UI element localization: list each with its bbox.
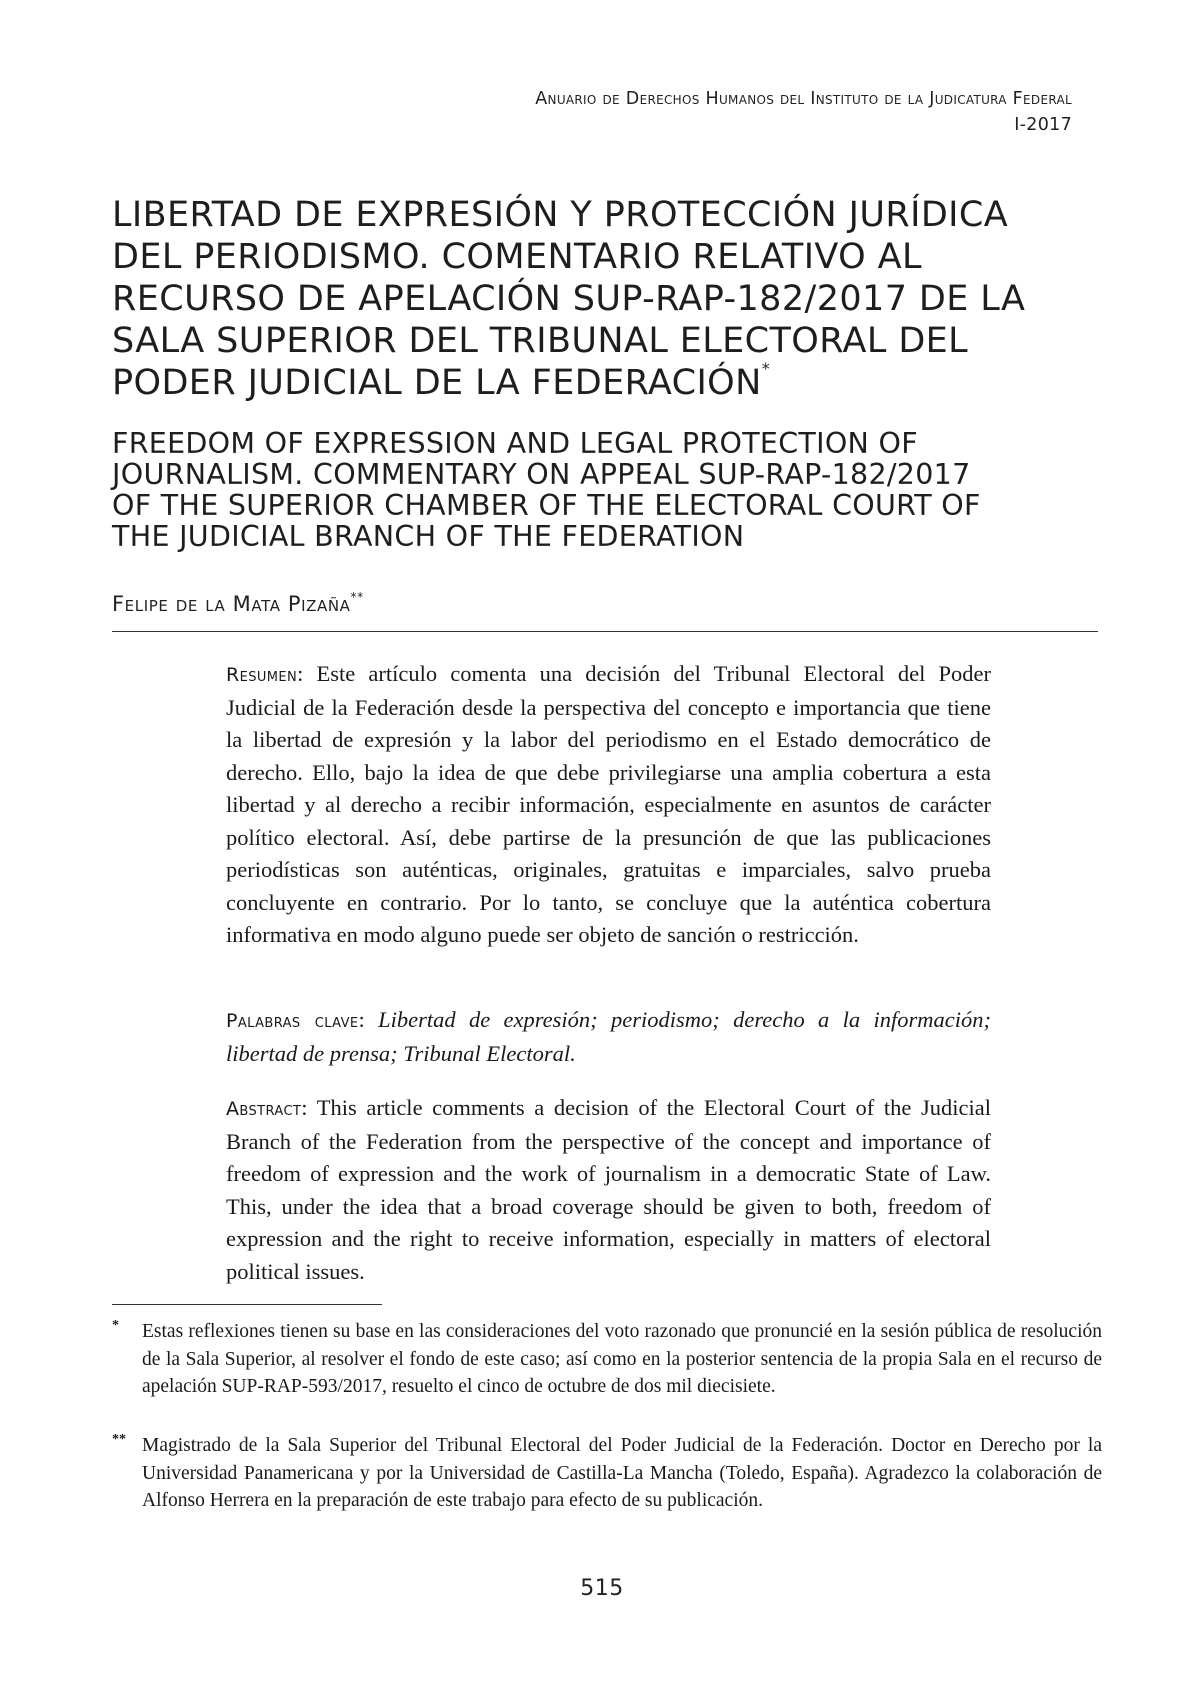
- running-head: [172, 86, 1072, 138]
- title-es-line: SALA SUPERIOR DEL TRIBUNAL ELECTORAL DEL: [112, 321, 969, 361]
- author-footnote-mark[interactable]: **: [350, 590, 364, 604]
- title-en-line: FREEDOM OF EXPRESSION AND LEGAL PROTECTION OF: [112, 427, 918, 460]
- resumen-separator: :: [297, 661, 317, 686]
- footnote-mark: *: [112, 1318, 119, 1333]
- author-divider: [112, 631, 1098, 632]
- title-footnote-mark[interactable]: *: [761, 359, 771, 378]
- keywords-paragraph: [226, 1004, 991, 1070]
- abstract-text: This article comments a decision of the Electoral Court of the Judicial Branch of the Federation from the perspective of the concept and importance of freedom of expression and the work of journalism in a democratic State of Law. This, under the idea that a broad coverage should be given to both, freedom of expression and the right to receive information, especially in matters of electoral political issues.: [226, 1095, 991, 1284]
- abstract-label: Abstract: [226, 1098, 302, 1120]
- resumen-text: Este artículo comenta una decisión del Tribunal Electoral del Poder Judicial de la Federación desde la perspectiva del concepto e importancia que tiene la libertad de expresión y la labor del periodismo en el Estado democrático de derecho. Ello, bajo la idea de que debe privilegiarse una amplia cobertura a esta libertad y al derecho a recibir información, especialmente en asuntos de carácter político electoral. Así, debe partirse de la presunción de que las publicaciones periodísticas son auténticas, originales, gratuitas e imparciales, salvo prueba concluyente en contrario. Por lo tanto, se concluye que la auténtica cobertura informativa en modo alguno puede ser objeto de sanción o restricción.: [226, 661, 991, 947]
- article-title-spanish: [112, 194, 1112, 404]
- footnote-2: [112, 1432, 1102, 1515]
- title-es-line-last: [112, 359, 1112, 404]
- resumen-paragraph: [226, 658, 991, 952]
- resumen-label: Resumen: [226, 664, 298, 686]
- keywords-separator: :: [358, 1007, 379, 1032]
- footnote-text: Magistrado de la Sala Superior del Tribunal Electoral del Poder Judicial de la Federación. Doctor en Derecho por la Universidad Panamericana y por la Universidad de Castilla-La Mancha (Toledo, España). Agradezco la colaboración de Alfonso Herrera en la preparación de este trabajo para efecto de su publicación.: [142, 1435, 1102, 1511]
- footnote-text: Estas reflexiones tienen su base en las consideraciones del voto razonado que pronuncié en la sesión pública de resolución de la Sala Superior, al resolver el fondo de este caso; así como en la posterior sentencia de la propia Sala en el recurso de apelación SUP-RAP-593/2017, resuelto el cinco de octubre de dos mil diecisiete.: [142, 1321, 1102, 1397]
- keywords-label: Palabras clave: [226, 1010, 359, 1032]
- title-es-line: RECURSO DE APELACIÓN SUP-RAP-182/2017 DE LA: [112, 279, 1026, 319]
- title-es-line: PODER JUDICIAL DE LA FEDERACIÓN: [112, 363, 762, 403]
- footnote-mark: **: [112, 1432, 126, 1447]
- title-en-line: THE JUDICIAL BRANCH OF THE FEDERATION: [112, 520, 745, 553]
- author-name: Felipe de la Mata Pizaña: [112, 592, 351, 616]
- abstract-paragraph: [226, 1092, 991, 1288]
- journal-issue: I-2017: [1014, 115, 1072, 135]
- keywords-text: Libertad de expresión; periodismo; derecho a la información; libertad de prensa; Tribunal Electoral.: [226, 1007, 991, 1066]
- title-en-line: JOURNALISM. COMMENTARY ON APPEAL SUP-RAP-182/2017: [112, 458, 971, 491]
- abstract-separator: :: [301, 1095, 317, 1120]
- journal-name: Anuario de Derechos Humanos del Instituto de la Judicatura Federal: [535, 89, 1072, 109]
- author-byline: [112, 592, 364, 616]
- title-en-line: OF THE SUPERIOR CHAMBER OF THE ELECTORAL COURT OF: [112, 489, 981, 522]
- page-number: 515: [580, 1576, 624, 1601]
- title-es-line: DEL PERIODISMO. COMENTARIO RELATIVO AL: [112, 237, 922, 277]
- footnote-divider: [112, 1304, 382, 1305]
- article-title-english: [112, 428, 1112, 552]
- footnote-1: [112, 1318, 1102, 1401]
- title-es-line: LIBERTAD DE EXPRESIÓN Y PROTECCIÓN JURÍDICA: [112, 195, 1009, 235]
